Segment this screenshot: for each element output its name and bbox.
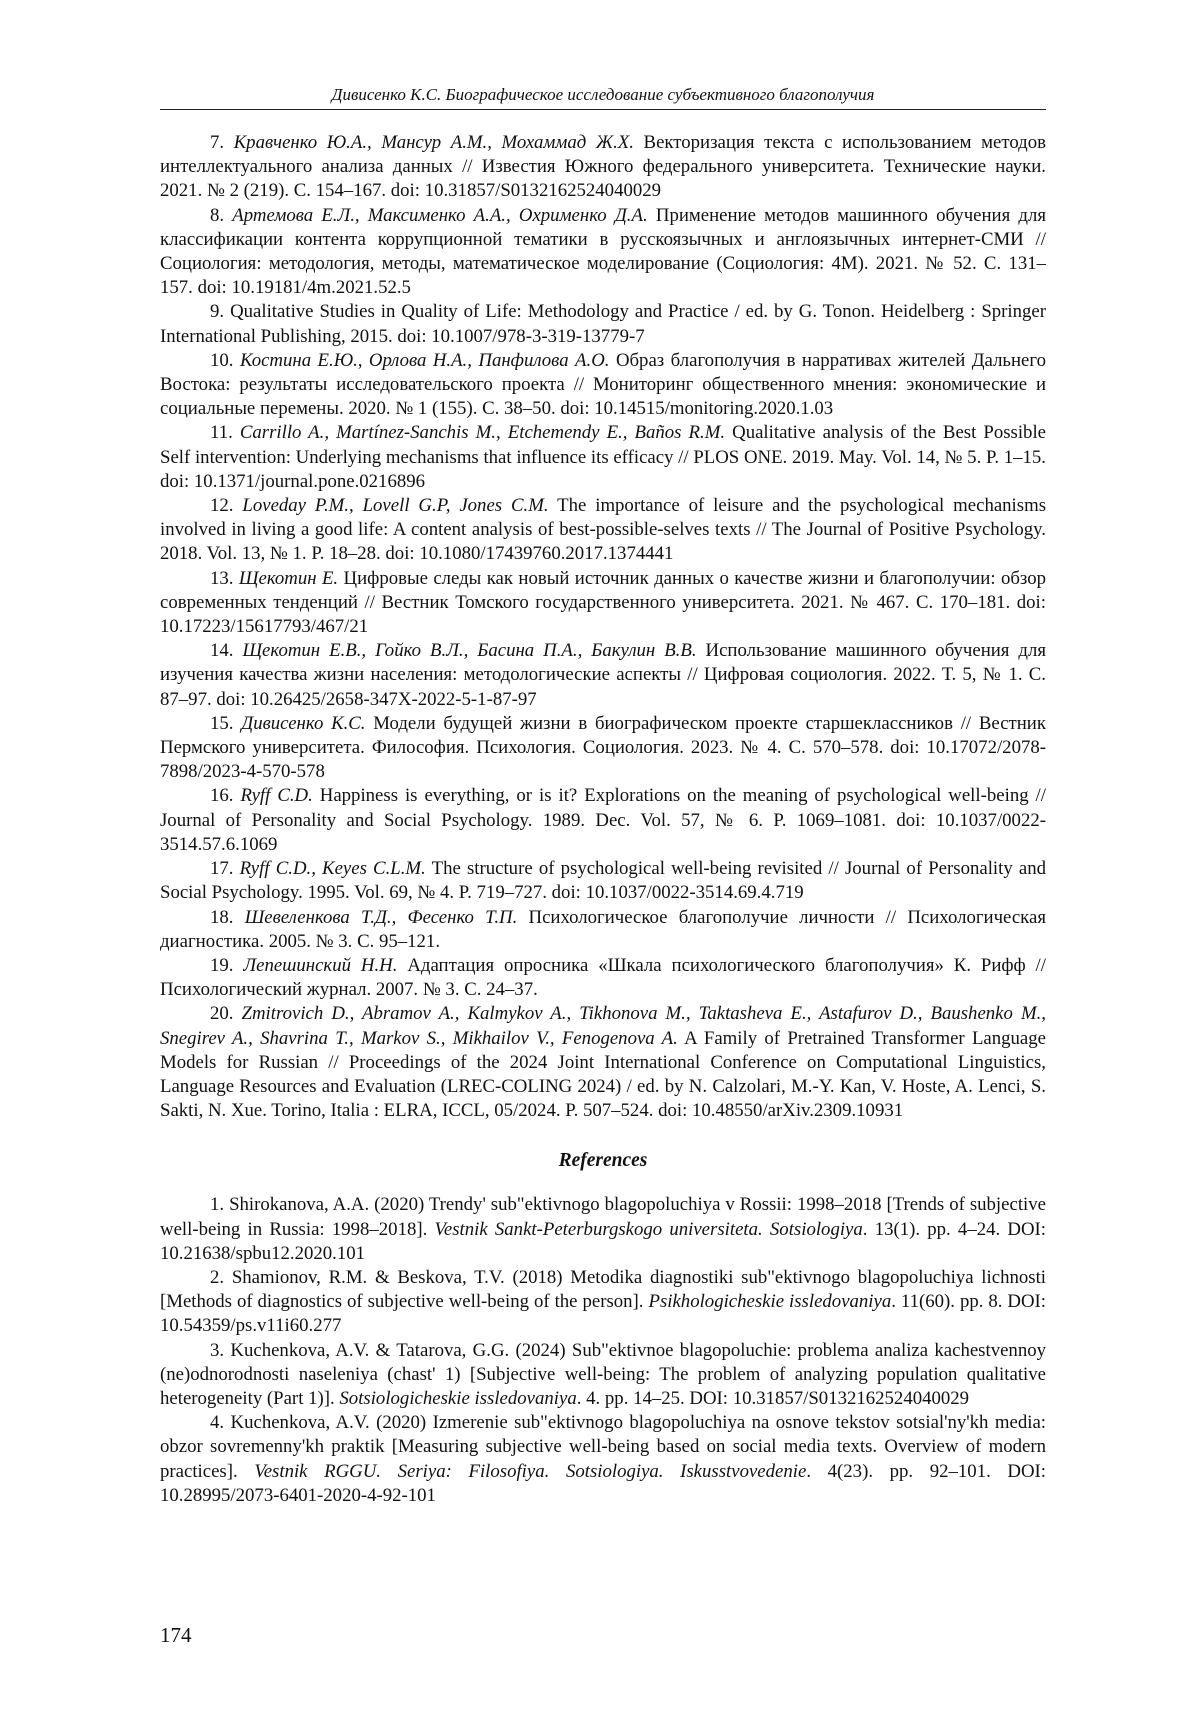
- references-list: [160, 1193, 1046, 1508]
- entry-authors: Zmitrovich D., Abramov A., Kalmykov A., Tikhonova M., Taktasheva E., Astafurov D., Baushenko M., Snegirev A., Shavrina T., Markov S., Mikhailov V., Fenogenova A.: [160, 1003, 1046, 1049]
- entry-text: Qualitative analysis of the Best Possible Self intervention: Underlying mechanisms that influence its efficacy // PLOS ONE. 2019. May. Vol. 14, № 5. P. 1–15. doi: 10.1371/journal.pone.0216896: [160, 422, 1046, 492]
- entry-number: 14.: [210, 640, 234, 662]
- reference-entry: [160, 1193, 1046, 1266]
- entry-text: Цифровые следы как новый источник данных о качестве жизни и благополучии: обзор современных тенденций // Вестник Томского государственного университета. 2021. № 467. С. 170–181. doi: 10.17223/15617793/467/21: [160, 567, 1046, 638]
- entry-number: 8.: [210, 204, 225, 226]
- bibliography-entry: [160, 204, 1046, 301]
- entry-authors: Ryff C.D.: [240, 785, 313, 807]
- references-heading: References: [558, 1150, 648, 1172]
- entry-text: Qualitative Studies in Quality of Life: Methodology and Practice / ed. by G. Tonon. Heidelberg : Springer International Publishing, 2015. doi: 10.1007/978-3-319-13779-7: [160, 301, 1047, 347]
- entry-text: Применение методов машинного обучения для классификации контента коррупционной тематики в русскоязычных и англоязычных интернет-СМИ // Социология: методология, методы, математическое моделирование (Социология: 4М). 2021. № 52. С. 131–157. doi: 10.19181/4m.2021.52.5: [160, 204, 1046, 299]
- bibliography-entry: [160, 1002, 1046, 1123]
- reference-number: 1.: [210, 1194, 225, 1216]
- entry-text: Векторизация текста с использованием методов интеллектуального анализа данных // Известия Южного федерального университета. Технические науки. 2021. № 2 (219). С. 154–167. doi: 10.31857/S0132162524040029: [160, 132, 1046, 202]
- bibliography-entry: [160, 712, 1046, 785]
- entry-number: 7.: [210, 132, 225, 153]
- entry-text: The structure of psychological well-being revisited // Journal of Personality and Social Psychology. 1995. Vol. 69, № 4. P. 719–727. doi: 10.1037/0022-3514.69.4.719: [160, 858, 1047, 904]
- bibliography-entry: [160, 421, 1046, 494]
- page-number: 174: [160, 1623, 192, 1647]
- reference-journal: Vestnik RGGU. Seriya: Filosofiya. Sotsiologiya. Iskusstvovedenie: [254, 1460, 807, 1482]
- bibliography-entry: [160, 857, 1046, 905]
- reference-entry: [160, 1339, 1046, 1412]
- reference-text: Shirokanova, A.A. (2020) Trendy' sub"ektivnogo blagopoluchiya v Rossii: 1998–2018 [Trends of subjective well-being in Russia: 1998–2018].: [160, 1194, 1046, 1240]
- reference-text: Kuchenkova, A.V. & Tatarova, G.G. (2024) Sub"ektivnoe blagopoluchie: problema analiza kachestvennoy (ne)odnorodnosti naseleniya (chast' 1) [Subjective well-being: The problem of analyzing population qualitative heterogeneity (Part 1)].: [160, 1339, 1046, 1409]
- reference-details: . 4. pp. 14–25. DOI: 10.31857/S0132162524040029: [576, 1387, 970, 1409]
- entry-authors: Carrillo A., Martínez-Sanchis M., Etchemendy E., Baños R.M.: [239, 422, 726, 444]
- entry-text: Использование машинного обучения для изучения качества жизни населения: методологические аспекты // Цифровая социология. 2022. Т. 5, № 1. С. 87–97. doi: 10.26425/2658-347X-2022-5-1-87-97: [160, 640, 1046, 710]
- bibliography-entry: [160, 784, 1046, 857]
- reference-text: Shamionov, R.M. & Beskova, T.V. (2018) Metodika diagnostiki sub"ektivnogo blagopoluchiya lichnosti [Methods of diagnostics of subjective well-being of the person].: [160, 1266, 1046, 1313]
- reference-journal: Vestnik Sankt-Peterburgskogo universiteta. Sotsiologiya: [434, 1218, 863, 1240]
- bibliography-entry: [160, 494, 1046, 567]
- entry-authors: Шевеленкова Т.Д., Фесенко Т.П.: [244, 906, 518, 928]
- entry-authors: Лепешинский Н.Н.: [243, 954, 398, 976]
- bibliography-entry: [160, 349, 1046, 422]
- reference-details: . 13(1). pp. 4–24. DOI: 10.21638/spbu12.2020.101: [160, 1218, 1046, 1264]
- bibliography-entry: [160, 906, 1046, 954]
- entry-number: 12.: [210, 495, 234, 517]
- entry-number: 20.: [210, 1003, 234, 1025]
- entry-number: 17.: [210, 858, 234, 880]
- entry-number: 9.: [210, 301, 225, 323]
- entry-number: 18.: [210, 906, 234, 928]
- entry-authors: Щекотин Е.В., Гойко В.Л., Басина П.А., Бакулин В.В.: [242, 640, 697, 662]
- entry-number: 16.: [210, 785, 234, 807]
- document-page: [160, 84, 1046, 1508]
- reference-journal: Sotsiologicheskie issledovaniya: [339, 1387, 577, 1409]
- entry-number: 19.: [210, 954, 234, 976]
- bibliography-entry: [160, 300, 1046, 348]
- reference-entry: [160, 1411, 1046, 1508]
- entry-number: 15.: [210, 712, 234, 734]
- running-header: Дивисенко К.С. Биографическое исследование субъективного благополучия: [160, 84, 1046, 110]
- reference-number: 2.: [210, 1266, 225, 1288]
- reference-entry: [160, 1266, 1046, 1339]
- entry-authors: Щекотин Е.: [238, 567, 339, 589]
- reference-details: . 4(23). pp. 92–101. DOI: 10.28995/2073-6401-2020-4-92-101: [160, 1460, 1047, 1506]
- bibliography-entry: [160, 954, 1046, 1002]
- entry-text: The importance of leisure and the psychological mechanisms involved in living a good life: A content analysis of best-possible-selves texts // The Journal of Positive Psychology. 2018. Vol. 13, № 1. P. 18–28. doi: 10.1080/17439760.2017.1374441: [160, 495, 1047, 565]
- reference-number: 3.: [210, 1339, 225, 1361]
- entry-authors: Ryff C.D., Keyes C.L.M.: [239, 858, 426, 880]
- entry-text: Психологическое благополучие личности // Психологическая диагностика. 2005. № 3. С. 95–121.: [160, 906, 1046, 952]
- entry-text: Образ благополучия в нарративах жителей Дальнего Востока: результаты исследовательского проекта // Мониторинг общественного мнения: экономические и социальные перемены. 2020. № 1 (155). С. 38–50. doi: 10.14515/monitoring.2020.1.03: [160, 349, 1047, 420]
- entry-authors: Кравченко Ю.А., Мансур А.М., Мохаммад Ж.Х.: [233, 132, 634, 153]
- reference-text: Kuchenkova, A.V. (2020) Izmerenie sub"ektivnogo blagopoluchiya na osnove tekstov sotsial'ny'kh media: obzor sovremenny'kh praktik [Measuring subjective well-being based on social media texts. Overview of modern practices].: [160, 1412, 1046, 1482]
- reference-details: . 11(60). pp. 8. DOI: 10.54359/ps.v11i60.277: [160, 1291, 1047, 1337]
- entry-authors: Костина Е.Ю., Орлова Н.А., Панфилова А.О.: [239, 349, 610, 371]
- entry-authors: Дивисенко К.С.: [241, 712, 366, 734]
- entry-authors: Артемова Е.Л., Максименко А.А., Охрименко Д.А.: [232, 204, 648, 226]
- entry-text: A Family of Pretrained Transformer Language Models for Russian // Proceedings of the 2024 Joint International Conference on Computational Linguistics, Language Resources and Evaluation (LREC-COLING 2024) / ed. by N. Calzolari, M.-Y. Kan, V. Hoste, A. Lenci, S. Sakti, N. Xue. Torino, Italia : ELRA, ICCL, 05/2024. P. 507–524. doi: 10.48550/arXiv.2309.10931: [160, 1027, 1046, 1122]
- entry-text: Happiness is everything, or is it? Explorations on the meaning of psychological well-being // Journal of Personality and Social Psychology. 1989. Dec. Vol. 57, № 6. P. 1069–1081. doi: 10.1037/0022-3514.57.6.1069: [160, 785, 1046, 855]
- entry-text: Модели будущей жизни в биографическом проекте старшеклассников // Вестник Пермского университета. Философия. Психология. Социология. 2023. № 4. С. 570–578. doi: 10.17072/2078-7898/2023-4-570-578: [160, 712, 1046, 783]
- entry-number: 13.: [210, 567, 234, 589]
- entry-text: Адаптация опросника «Шкала психологического благополучия» К. Рифф // Психологический журнал. 2007. № 3. С. 24–37.: [160, 954, 1046, 1001]
- entry-number: 10.: [210, 349, 234, 371]
- reference-number: 4.: [210, 1412, 225, 1434]
- bibliography-entry: [160, 639, 1046, 712]
- entry-number: 11.: [210, 422, 233, 444]
- bibliography-entry: [160, 567, 1046, 640]
- entry-authors: Loveday P.M., Lovell G.P, Jones C.M.: [242, 495, 549, 517]
- reference-journal: Psikhologicheskie issledovaniya: [648, 1291, 892, 1313]
- bibliography-entry: [160, 131, 1046, 204]
- bibliography-list: [160, 131, 1046, 1123]
